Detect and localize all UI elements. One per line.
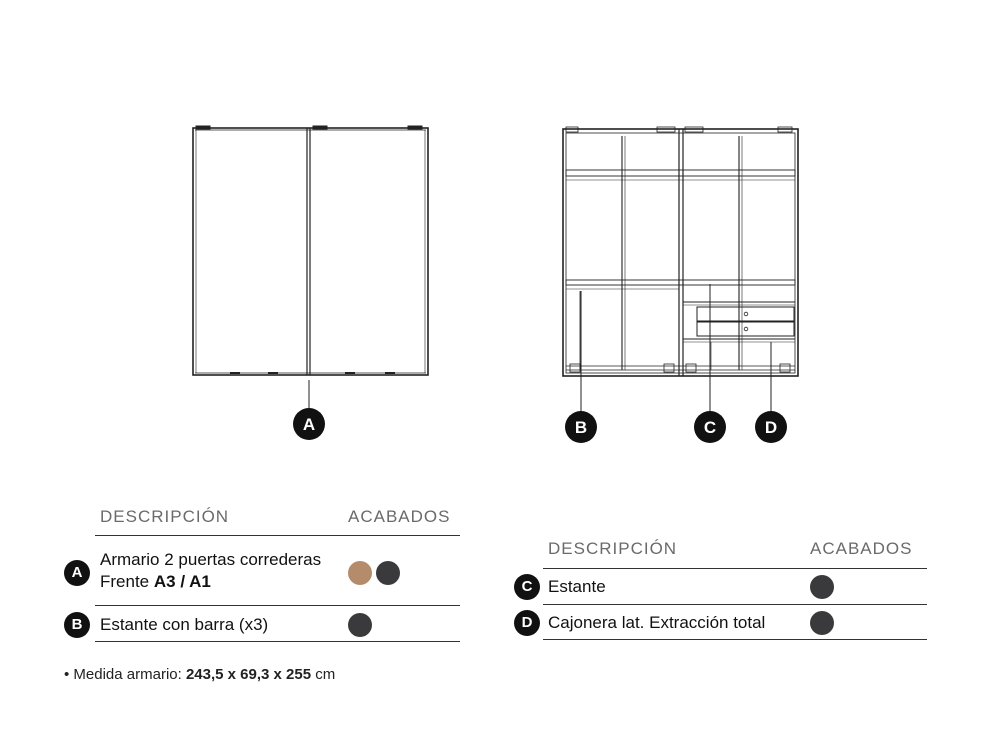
row-divider	[543, 604, 927, 605]
row-letter-badge: D	[514, 610, 540, 636]
svg-text:A: A	[302, 415, 316, 434]
finish-swatch-graphite	[810, 575, 834, 599]
row-letter-badge: A	[64, 560, 90, 586]
right-header-description: DESCRIPCIÓN	[548, 539, 678, 558]
svg-text:D: D	[764, 418, 778, 437]
left-header-finishes: ACABADOS	[348, 507, 451, 526]
row-description: Estante con barra (x3)	[100, 615, 269, 634]
finish-swatch-graphite	[810, 611, 834, 635]
row-divider	[543, 639, 927, 640]
right-header-finishes: ACABADOS	[810, 539, 913, 558]
callout-b	[565, 411, 597, 443]
note-dimensions: 243,5 x 69,3 x 255	[185, 666, 312, 683]
finish-swatch-oak	[348, 561, 372, 585]
wardrobe-size-note	[64, 666, 335, 683]
row-description-line2: Frente A3 / A1	[100, 572, 211, 591]
right-header-rule	[543, 568, 927, 569]
note-prefix: • Medida armario:	[64, 666, 186, 683]
row-description-line1: Armario 2 puertas correderas	[100, 550, 322, 569]
note-unit: cm	[311, 666, 336, 683]
finish-swatch-graphite	[348, 613, 372, 637]
row-divider	[95, 641, 460, 642]
left-header-rule	[95, 535, 460, 536]
row-letter-badge: B	[64, 612, 90, 638]
row-divider	[95, 605, 460, 606]
row-letter-badge: C	[514, 574, 540, 600]
svg-text:B: B	[574, 418, 588, 437]
row-description	[100, 549, 321, 593]
callout-c	[694, 411, 726, 443]
wardrobe-interior-view	[563, 127, 798, 412]
wardrobe-front-view	[193, 126, 428, 410]
left-header-description: DESCRIPCIÓN	[100, 507, 230, 526]
finish-swatch-graphite	[376, 561, 400, 585]
row-description: Cajonera lat. Extracción total	[548, 613, 766, 632]
callout-d	[755, 411, 787, 443]
row-description: Estante	[548, 577, 606, 596]
callout-a	[293, 408, 325, 440]
svg-text:C: C	[703, 418, 717, 437]
